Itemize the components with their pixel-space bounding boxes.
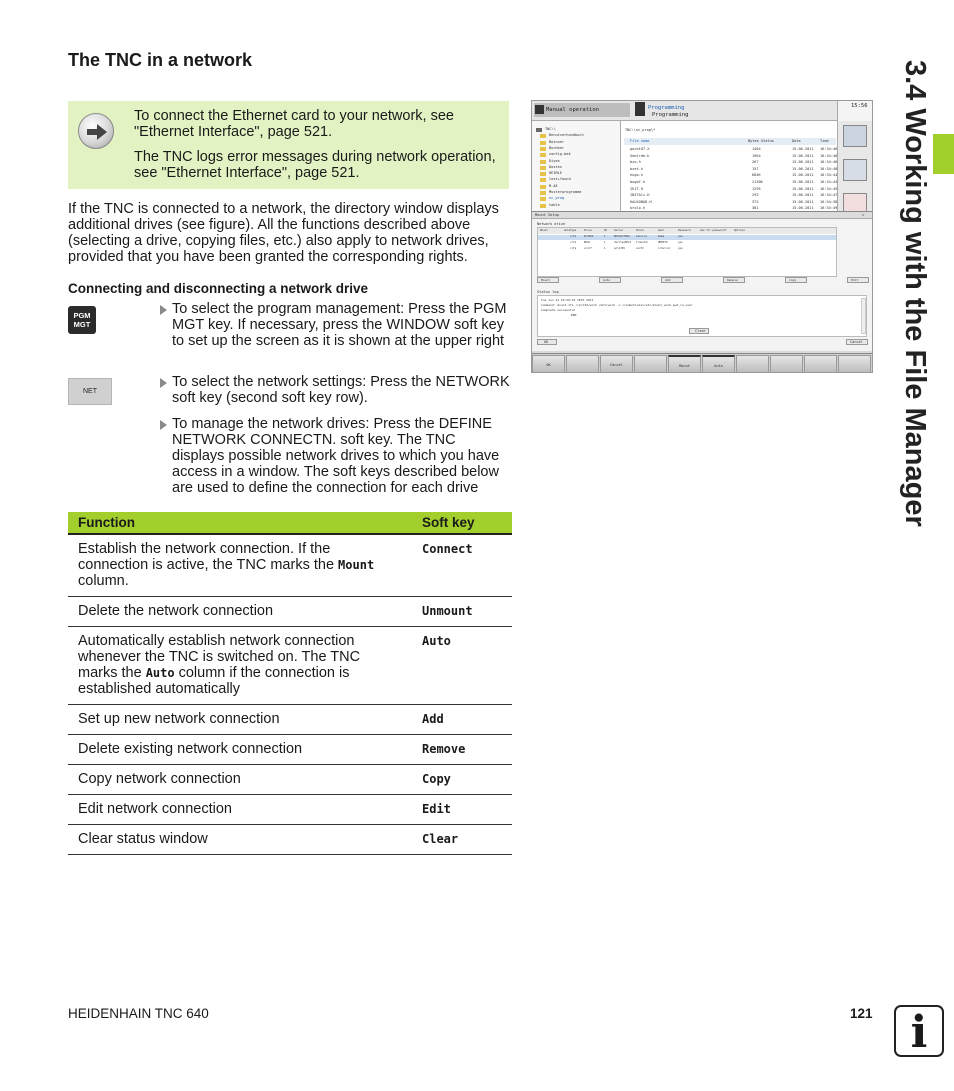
- softkey-cell: [412, 765, 512, 795]
- softkey-label: Mount: [679, 364, 690, 368]
- folder-icon: [540, 204, 546, 208]
- net-cell: pcl1365: [614, 247, 625, 250]
- function-cell: [68, 825, 412, 855]
- dialog-button-label: Add: [665, 278, 671, 282]
- net-col-header: Drive: [584, 229, 592, 232]
- header-filename: File name: [630, 139, 650, 143]
- file-row[interactable]: [624, 193, 836, 199]
- pgm-key-label-2: MGT: [73, 320, 91, 329]
- function-text: Delete existing network connection: [78, 741, 303, 757]
- net-col-header: User: [658, 229, 665, 232]
- net-cell: cifs: [570, 235, 577, 238]
- dialog-button-label: Auto: [603, 278, 611, 282]
- step-arrow-icon: [160, 420, 167, 430]
- net-cell: xcolf: [584, 247, 592, 250]
- page-number: 121: [850, 1006, 873, 1021]
- clock-area: [837, 101, 872, 121]
- net-table-header: [538, 228, 836, 234]
- dialog-button[interactable]: [723, 277, 745, 283]
- chapter-tab-marker: [933, 134, 954, 174]
- net-cell: 1: [604, 241, 606, 244]
- net-cell: dsrllps9PC1: [614, 241, 632, 244]
- net-cell: Transfer: [636, 241, 649, 244]
- function-text: Establish the network connection. If the connection is active, the TNC marks the: [78, 541, 339, 573]
- step-text: To manage the network drives: Press the DEFINE NETWORK CONNECTN. soft key. The TNC displays possible network drives to which you have access in a window. The soft keys described below are used to define the connection for each drive: [172, 416, 500, 496]
- file-cell: 15-06-2011: [792, 166, 814, 171]
- tree-item-label: lost+found: [549, 177, 571, 182]
- dialog-buttons: [537, 277, 867, 285]
- function-code: Mount: [338, 558, 375, 572]
- tree-item-label: Diyes: [549, 158, 560, 163]
- net-table-row[interactable]: [538, 241, 836, 246]
- file-list: [620, 121, 837, 213]
- function-cell: [68, 627, 412, 705]
- dialog-title: Mount Setup: [535, 213, 559, 217]
- file-row[interactable]: [624, 187, 836, 193]
- file-cell: hugo.h: [630, 173, 643, 178]
- softkey-cell: [412, 597, 512, 627]
- dialog-button-label: Remove: [727, 278, 738, 282]
- file-cell: gochtO7.X: [630, 147, 650, 151]
- table-row: [68, 534, 512, 597]
- softkey-cell: [412, 534, 512, 597]
- file-cell: INITAlv.H: [630, 193, 650, 198]
- file-cell: 684K: [752, 173, 761, 178]
- log-line: Tue Jun 21 19:39:16 CEST 2011: [541, 298, 594, 302]
- softkey[interactable]: [532, 355, 565, 373]
- function-text: Copy network connection: [78, 771, 241, 787]
- file-cell: 16:34:47: [820, 193, 838, 198]
- file-row[interactable]: [624, 160, 836, 166]
- table-row: [68, 795, 512, 825]
- net-col-header: Type: [570, 229, 577, 232]
- table-row: [68, 765, 512, 795]
- file-cell: 1295: [752, 186, 761, 191]
- net-cell: HKEETH: [658, 241, 668, 244]
- file-cell: 372: [752, 199, 759, 204]
- note-text-2: The TNC logs error messages during network operation, see "Ethernet Interface", page 521.: [134, 149, 496, 181]
- file-cell: bugof.h: [630, 180, 646, 184]
- mode-left[interactable]: [534, 103, 630, 117]
- table-row: [68, 735, 512, 765]
- file-cell: 15-06-2011: [792, 147, 814, 151]
- info-icon-glyph: i: [910, 1007, 928, 1058]
- net-table-row[interactable]: [538, 235, 836, 240]
- folder-icon: [540, 166, 546, 170]
- softkey[interactable]: [770, 355, 803, 373]
- program-icon: [635, 102, 645, 116]
- net-cell: yes: [678, 247, 683, 250]
- function-text-tail: column.: [78, 573, 129, 589]
- network-drive-table: [537, 227, 837, 277]
- net-cell: yes: [678, 241, 683, 244]
- file-cell: IEJT.H: [630, 186, 643, 191]
- softkey-cell: [412, 825, 512, 855]
- file-cell: 15-06-2011: [792, 180, 814, 184]
- net-softkey: NET: [68, 378, 112, 405]
- function-cell: [68, 795, 412, 825]
- function-text: Clear status window: [78, 831, 208, 847]
- softkey-name: Connect: [422, 542, 473, 556]
- softkey[interactable]: [668, 355, 701, 373]
- step-text: To select the program management: Press the PGM MGT key. If necessary, press the WINDOW soft key to set up the screen as it is shown at the upper right: [172, 301, 507, 349]
- file-cell: bzet.h: [630, 166, 643, 171]
- softkey[interactable]: [702, 355, 735, 373]
- file-cell: 157: [752, 166, 759, 171]
- file-cell: KALKOBAD.H: [630, 199, 652, 204]
- log-scrollbar[interactable]: [861, 298, 866, 334]
- tool-icon[interactable]: [843, 125, 867, 147]
- softkey-cell: [412, 627, 512, 705]
- file-cell: 267: [752, 160, 759, 165]
- dialog-titlebar: [532, 212, 872, 219]
- dialog-button[interactable]: [537, 277, 559, 283]
- function-cell: [68, 765, 412, 795]
- file-cell: 15-06-2011: [792, 173, 814, 178]
- function-cell: [68, 705, 412, 735]
- mode-right-sub: Programming: [652, 112, 689, 118]
- net-cell: ichulrer: [658, 247, 671, 250]
- net-cell: 1: [604, 247, 606, 250]
- tnc-screenshot: [531, 100, 873, 373]
- mode-left-label: Manual operation: [546, 107, 599, 113]
- file-cell: 16:34:45: [820, 186, 838, 191]
- folder-icon: [540, 134, 546, 138]
- softkey-bar: [532, 353, 872, 373]
- function-text: Set up new network connection: [78, 711, 280, 727]
- tree-item-label: Musterprogramme: [549, 190, 582, 194]
- ok-label: OK: [544, 340, 549, 344]
- function-cell: [68, 597, 412, 627]
- file-cell: Gemlrde.h: [630, 153, 650, 158]
- directory-tree: [532, 121, 620, 213]
- tree-item-label: config.bak: [549, 152, 571, 157]
- file-cell: 16:34:44: [820, 173, 838, 178]
- net-cell: mema: [658, 235, 665, 238]
- machine-icon[interactable]: [843, 159, 867, 181]
- header-bytes: Bytes Status: [748, 139, 774, 143]
- tree-item-label: Beznuer: [549, 139, 565, 144]
- softkey-cell: [412, 795, 512, 825]
- file-cell: 15-06-2011: [792, 160, 814, 165]
- note-text-1: To connect the Ethernet card to your network, see "Ethernet Interface", page 521.: [134, 108, 454, 140]
- dialog-button-label: Mount: [541, 278, 551, 282]
- current-path: TNC:\nc_prog\*: [625, 128, 656, 132]
- softkey-name: Remove: [422, 742, 466, 756]
- col-softkey: Soft key: [412, 512, 512, 534]
- net-col-header: Ask for password?: [700, 229, 727, 232]
- function-cell: [68, 735, 412, 765]
- file-row[interactable]: [624, 173, 836, 179]
- function-text: Edit network connection: [78, 801, 232, 817]
- softkey[interactable]: [804, 355, 837, 373]
- softkey[interactable]: [838, 355, 871, 373]
- step-1: [160, 301, 510, 349]
- section-heading: The TNC in a network: [68, 50, 253, 70]
- folder-icon: [540, 141, 546, 145]
- net-col-header: Server: [614, 229, 624, 232]
- table-row: [68, 597, 512, 627]
- net-cell: PC766A: [584, 235, 594, 238]
- function-text: Automatically establish network connection whenever the TNC is switched on. The TNC marks the: [78, 633, 361, 681]
- table-row: [68, 705, 512, 735]
- dialog-close-icon[interactable]: ×: [862, 213, 865, 217]
- file-cell: 16:34:38: [820, 199, 838, 204]
- net-cell: Iserrie: [636, 235, 647, 238]
- file-row[interactable]: [624, 200, 836, 206]
- chapter-title-text: 3.4 Working with the File Manager: [899, 60, 931, 527]
- note-box: [68, 101, 509, 189]
- tree-item-label: TNC:\: [545, 127, 556, 131]
- net-cell: WPAC: [584, 241, 591, 244]
- net-cell: DEVLPC766A: [614, 235, 630, 238]
- file-cell: 15-06-2011: [792, 186, 814, 191]
- arrow-right-icon: [78, 113, 114, 149]
- file-cell: 15-06-2011: [792, 193, 814, 198]
- header-time: Time: [820, 139, 829, 143]
- softkey-label: Auto: [714, 364, 723, 368]
- function-cell: [68, 534, 412, 597]
- intro-paragraph: If the TNC is connected to a network, the directory window displays additional drives (see figure). All the functions described above (selecting a drive, copying files, etc.) also apply to network drives, provided that you have been granted the corresponding rights.: [68, 201, 499, 265]
- file-cell: 1964: [752, 153, 761, 158]
- net-table-row[interactable]: [538, 247, 836, 252]
- step-3: [160, 416, 510, 496]
- net-col-header: Share: [636, 229, 644, 232]
- folder-icon: [540, 185, 546, 189]
- file-cell: krolo.h: [630, 206, 646, 211]
- file-row[interactable]: [624, 147, 836, 153]
- tree-item-label: table: [549, 202, 560, 207]
- cancel-button[interactable]: [846, 339, 868, 345]
- log-line: END: [571, 313, 577, 317]
- info-icon: [894, 1005, 944, 1057]
- softkey[interactable]: [600, 355, 633, 373]
- file-cell: 16:34:44: [820, 180, 838, 184]
- folder-icon: [540, 172, 546, 176]
- col-function: Function: [68, 512, 412, 534]
- net-cell: cifs: [570, 241, 577, 244]
- softkey[interactable]: [736, 355, 769, 373]
- file-cell: 293: [752, 193, 759, 198]
- softkey[interactable]: [566, 355, 599, 373]
- folder-icon: [540, 147, 546, 151]
- subheading: Connecting and disconnecting a network drive: [68, 281, 369, 296]
- file-cell: 16:34:49: [820, 206, 838, 211]
- clock: 15:56: [851, 103, 868, 109]
- log-line: Complete successful: [541, 308, 576, 312]
- net-col-header: Auto: [564, 229, 571, 232]
- tree-item-label: M-AE: [549, 183, 558, 188]
- step-arrow-icon: [160, 305, 167, 315]
- softkey-cell: [412, 735, 512, 765]
- ok-button[interactable]: [537, 339, 557, 345]
- file-row[interactable]: [624, 180, 836, 186]
- softkey-name: Copy: [422, 772, 451, 786]
- dialog-button[interactable]: [661, 277, 683, 283]
- file-cell: 381: [752, 206, 759, 211]
- folder-icon: [536, 128, 542, 132]
- step-2: [160, 374, 510, 406]
- header-date: Date: [792, 139, 801, 143]
- net-cell: cerdt: [636, 247, 644, 250]
- dialog-button[interactable]: [847, 277, 869, 283]
- tree-item-label: nc_prog: [549, 196, 565, 201]
- clear-log-button[interactable]: [689, 328, 709, 334]
- net-col-header: Password: [678, 229, 691, 232]
- chapter-side-title: [897, 60, 933, 880]
- dialog-button[interactable]: [599, 277, 621, 283]
- file-cell: 16:34:46: [820, 153, 838, 158]
- folder-icon: [540, 153, 546, 157]
- softkey-name: Auto: [422, 634, 451, 648]
- file-row[interactable]: [624, 154, 836, 160]
- folder-icon: [540, 178, 546, 182]
- tree-item-label: Bunheer: [549, 145, 565, 150]
- file-cell: 16:34:46: [820, 160, 838, 165]
- footer-product: HEIDENHAIN TNC 640: [68, 1006, 209, 1021]
- pgm-mgt-key: [68, 306, 96, 334]
- function-code: Auto: [145, 666, 175, 680]
- file-cell: 15-06-2011: [792, 199, 814, 204]
- clear-log-label: Clear: [695, 329, 706, 333]
- net-cell: yes: [678, 235, 683, 238]
- softkey-label: Cancel: [610, 363, 623, 367]
- function-text-tail: column if the connection is established automatically: [78, 665, 350, 697]
- network-section-label: Network drive: [537, 222, 566, 226]
- pgm-key-label-1: PGM: [73, 311, 91, 320]
- softkey-table: [68, 512, 512, 855]
- file-cell: 16:34:48: [820, 166, 838, 171]
- softkey-cell: [412, 705, 512, 735]
- dialog-button-label: Copy: [789, 278, 797, 282]
- status-log-label: Status log: [537, 290, 559, 294]
- softkey[interactable]: [634, 355, 667, 373]
- file-cell: 15-06-2011: [792, 206, 814, 211]
- tree-item-label: Benutzerhandbuch: [549, 133, 584, 138]
- dialog-button[interactable]: [785, 277, 807, 283]
- step-text: To select the network settings: Press the NETWORK soft key (second soft key row).: [172, 374, 510, 406]
- table-row: [68, 627, 512, 705]
- file-cell: 2130K: [752, 180, 763, 184]
- dialog-button-label: Edit: [851, 278, 859, 282]
- cancel-label: Cancel: [850, 340, 863, 344]
- function-text: Delete the network connection: [78, 603, 274, 619]
- file-cell: 15-06-2011: [792, 153, 814, 158]
- folder-icon: [540, 160, 546, 164]
- tree-item-label: HEIMLE: [549, 171, 562, 176]
- net-col-header: Mount: [540, 229, 548, 232]
- file-row[interactable]: [624, 167, 836, 173]
- net-cell: cifs: [570, 247, 577, 250]
- folder-icon: [540, 191, 546, 195]
- softkey-name: Edit: [422, 802, 451, 816]
- file-cell: 16:34:46: [820, 147, 838, 151]
- net-col-header: ID: [604, 229, 608, 232]
- net-cell: 1: [604, 235, 606, 238]
- step-arrow-icon: [160, 378, 167, 388]
- net-col-header: Options: [734, 229, 745, 232]
- log-line: Command: mount.nfs //pcl23/work /mnt/work -o credentials=/etc/mount_work.pwd,rw,user: [541, 303, 693, 307]
- file-header: [624, 138, 836, 145]
- softkey-name: Clear: [422, 832, 459, 846]
- tree-item-label: Dosten: [549, 164, 562, 169]
- table-row: [68, 825, 512, 855]
- file-cell: 1464: [752, 147, 761, 151]
- softkey-name: Unmount: [422, 604, 473, 618]
- hand-icon: [535, 105, 544, 114]
- folder-icon: [540, 197, 546, 201]
- file-cell: bzo.h: [630, 160, 641, 165]
- softkey-label: OK: [546, 363, 551, 367]
- softkey-name: Add: [422, 712, 444, 726]
- mode-right-label: Programming: [648, 105, 685, 111]
